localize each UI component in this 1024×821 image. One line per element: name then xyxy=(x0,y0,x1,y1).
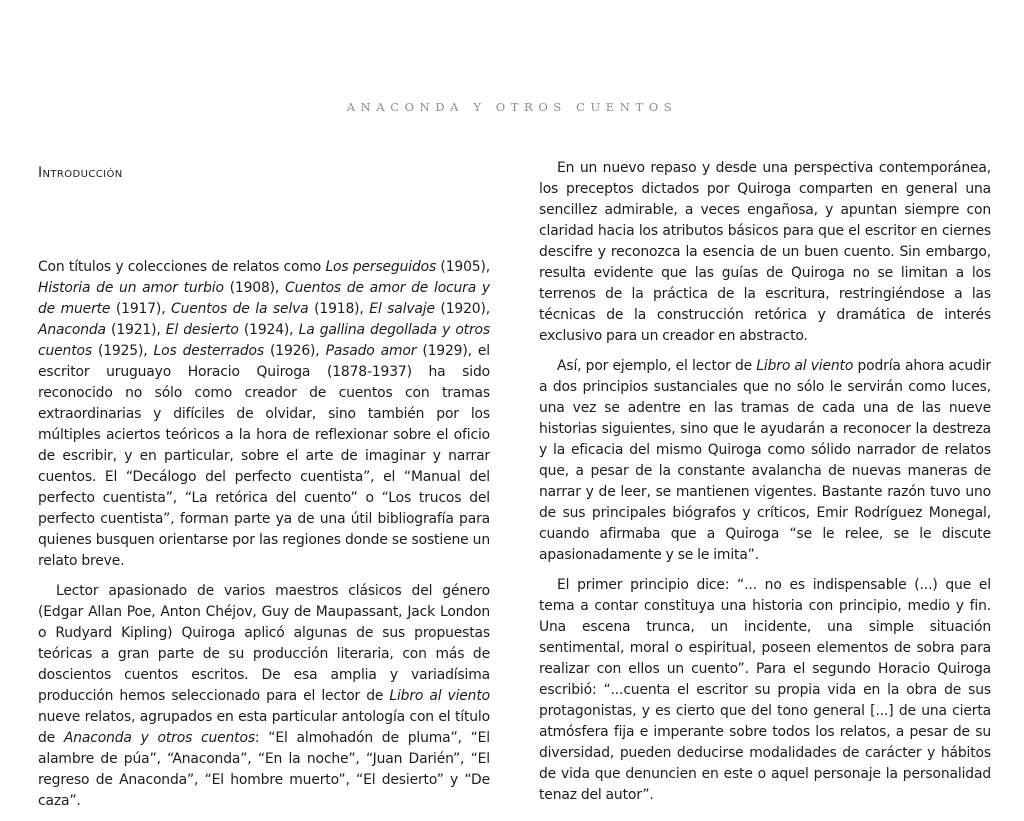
italic-title: Cuentos de amor de locura y de muerte xyxy=(38,280,490,317)
italic-title: El desierto xyxy=(165,322,239,338)
italic-title: Pasado amor xyxy=(325,343,417,359)
paragraph-4: Así, por ejemplo, el lector de Libro al viento podría ahora acudir a dos principios sustanciales que no sólo le servirán como luces, una vez se adentre en las tramas de cada una de las nueve historias siguientes, sino que le ayudarán a reconocer la destreza y la eficacia del mismo Quiroga como sólido narrador de relatos que, a pesar de la constante avalancha de nuevas maneras de narrar y de leer, se mantienen vigentes. Bastante razón tuvo uno de sus principales biógrafos y críticos, Emir Rodríguez Monegal, cuando afirmaba que a Quiroga “se le relee, se le discute apasionadamente y se le imita”. xyxy=(539,358,991,563)
italic-title: Cuentos de la selva xyxy=(171,301,309,317)
italic-title: El salvaje xyxy=(369,301,435,317)
paragraph-5: El primer principio dice: “... no es indispensable (...) que el tema a contar constituya una historia con principio, medio y fin. Una escena trunca, un incidente, una simple situación sentimental, moral o espiritual, poseen elementos de sobra para realizar con ellos un cuento”. Para el segundo Horacio Quiroga escribió: “...cuenta el escritor su propia vida en la obra de sus protagonistas, y es cierto que del tono general [...] de una cierta atmósfera fija e imperante sobre todos los relatos, a pesar de su diversidad, pueden deducirse modalidades de carácter y hábitos de vida que denuncien en este o aquel personaje la personalidad tenaz del autor”. xyxy=(539,577,991,803)
italic-title: Los desterrados xyxy=(153,343,264,359)
italic-title: Los perseguidos xyxy=(325,259,437,275)
paragraph-2: Lector apasionado de varios maestros clásicos del género (Edgar Allan Poe, Anton Chéjov, Guy de Maupassant, Jack London o Rudyard Kipling) Quiroga aplicó algunas de sus propuestas teóricas a gran parte de su producción literaria, con más de doscientos cuentos escritos. De esa amplia y variadísima producción hemos seleccionado para el lector de Libro al viento nueve relatos, agrupados en esta particular antología con el título de Anaconda y otros cuentos: “El almohadón de pluma”, “El alambre de púa”, “Anaconda”, “En la noche”, “Juan Darién”, “El regreso de Anaconda”, “El hombre muerto”, “El desierto” y “De caza”. xyxy=(38,583,491,809)
italic-title: Libro al viento xyxy=(389,688,490,704)
italic-title: Libro al viento xyxy=(756,358,854,374)
section-title: Introducción xyxy=(38,165,123,181)
paragraph-3: En un nuevo repaso y desde una perspectiva contemporánea, los preceptos dictados por Quiroga comparten en general una sencillez admirable, a veces engañosa, y apuntan siempre con claridad hacia los atributos básicos para que el escritor en ciernes descifre y reconozca la esencia de un buen cuento. Sin embargo, resulta evidente que las guías de Quiroga no se limitan a los terrenos de la práctica de la escritura, restringiéndose a las técnicas de la construcción retórica y dramática de interés exclusivo para un creador en abstracto. xyxy=(539,160,991,344)
paragraph-1: Con títulos y colecciones de relatos como Los perseguidos (1905), Historia de un amor turbio (1908), Cuentos de amor de locura y de muerte (1917), Cuentos de la selva (1918), El salvaje (1920), Anaconda (1921), El desierto (1924), La gallina degollada y otros cuentos (1925), Los desterrados (1926), Pasado amor (1929), el escritor uruguayo Horacio Quiroga (1878-1937) ha sido reconocido no sólo como creador de cuentos con tramas extraordinarias y difíciles de olvidar, sino también por los múltiples aciertos teóricos a la hora de reflexionar sobre el oficio de escribir, y en particular, sobre el arte de imaginar y narrar cuentos. El “Decálogo del perfecto cuentista”, el “Manual del perfecto cuentista”, “La retórica del cuento” o “Los trucos del perfecto cuentista”, forman parte ya de una útil bibliografía para quienes busquen orientarse por las regiones donde se sostiene un relato breve. xyxy=(38,259,490,569)
italic-title: Anaconda xyxy=(38,322,106,338)
italic-title: Anaconda y otros cuentos xyxy=(63,730,255,746)
left-column xyxy=(38,158,490,821)
running-head: ANACONDA Y OTROS CUENTOS xyxy=(346,100,678,114)
italic-title: La gallina degollada y otros cuentos xyxy=(38,322,490,359)
italic-title: Historia de un amor turbio xyxy=(38,280,224,296)
right-column xyxy=(539,158,991,815)
